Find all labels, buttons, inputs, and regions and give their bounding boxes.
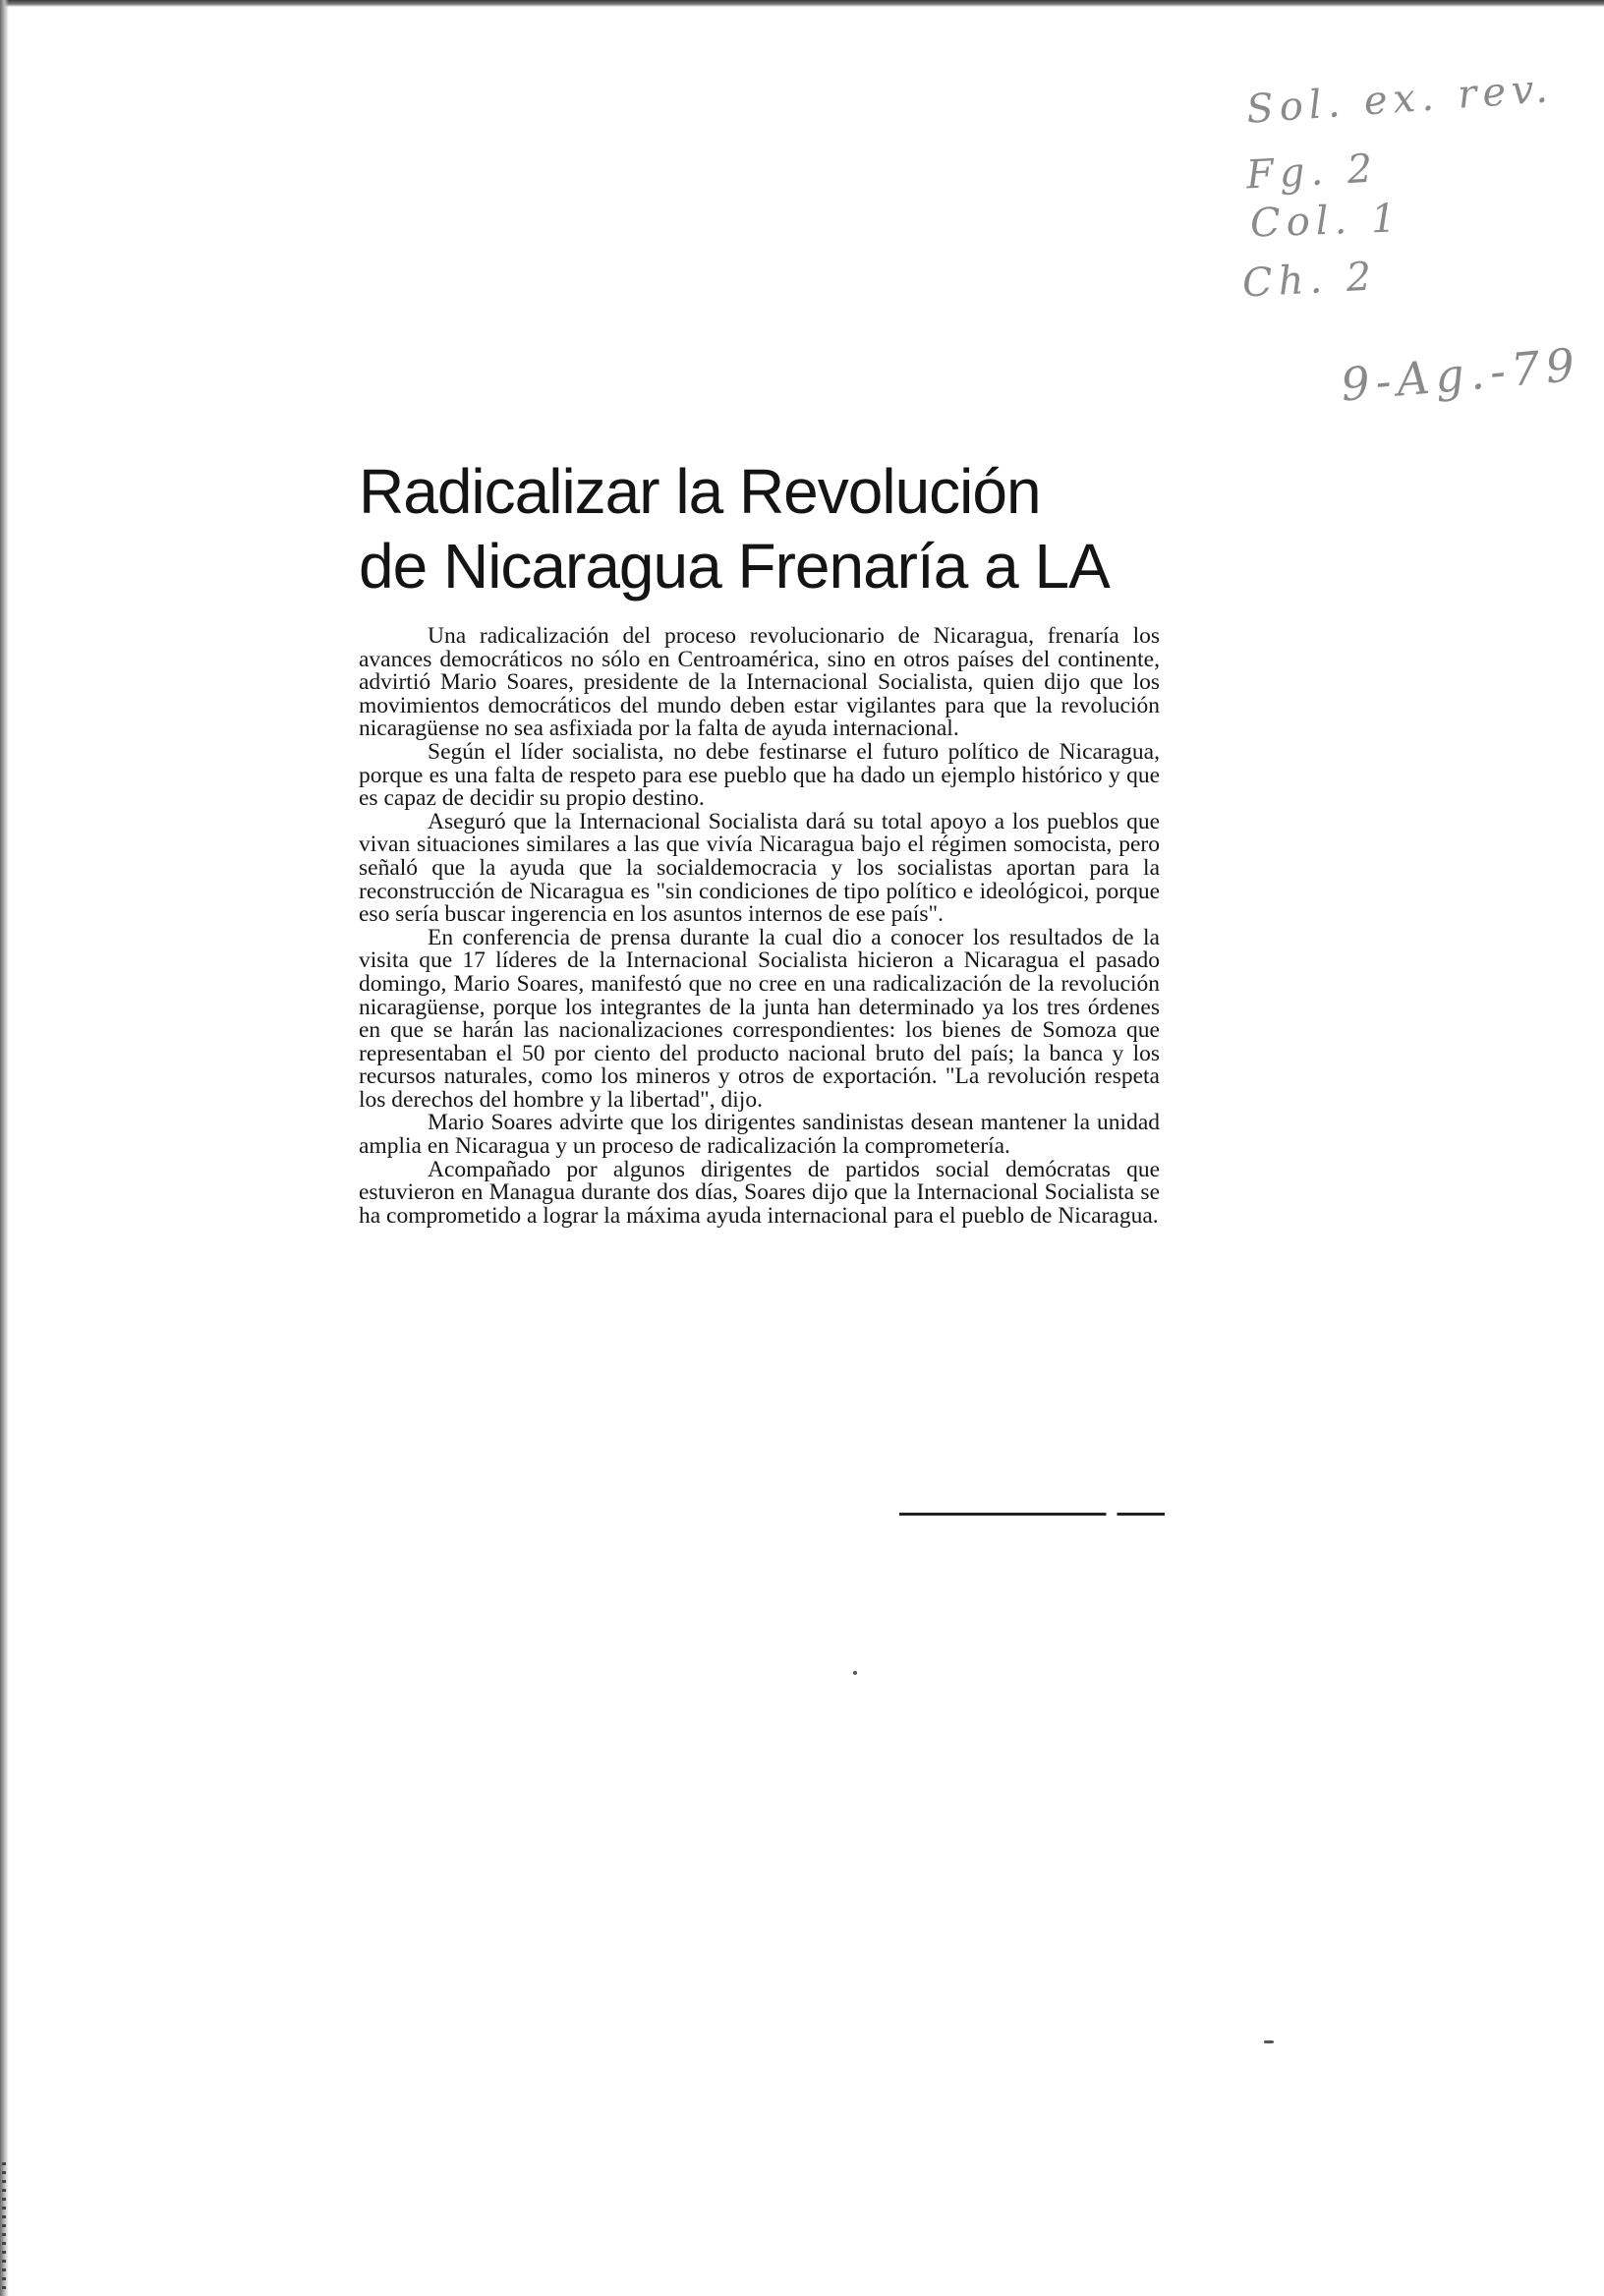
scan-left-edge [0, 0, 9, 2296]
end-rule [899, 1513, 1165, 1516]
paragraph-2: Según el líder socialista, no debe festinarse el futuro político de Nicaragua, porque es una falta de respeto para ese pueblo que ha dado un ejemplo histórico y que es capaz de decidir su propio destino. [359, 738, 1160, 812]
paragraph-1: Una radicalización del proceso revolucionario de Nicaragua, frenaría los avances democráticos no sólo en Centroamérica, sino en otros países del continente, advirtió Mario Soares, presidente de la Internacional Socialista, quien dijo que los movimientos democráticos del mundo deben estar vigilantes para que la revolución nicaragüense no sea asfixiada por la falta de ayuda internacional. [359, 623, 1160, 742]
paragraph-6: Acompañado por algunos dirigentes de partidos social demócratas que estuvieron en Managua durante dos días, Soares dijo que la Internacional Socialista se ha comprometido a lograr la máxima ayuda internacional para el pueblo de Nicaragua. [359, 1156, 1160, 1229]
headline-line-2: de Nicaragua Frenaría a LA [359, 531, 1110, 602]
scan-speck [853, 1671, 857, 1675]
handwritten-date: 9-Ag.-79 [1339, 337, 1583, 412]
paragraph-3: Aseguró que la Internacional Socialista dará su total apoyo a los pueblos que vivan situaciones similares a las que vivía Nicaragua bajo el régimen somocista, pero señaló que la ayuda que la socialdemocracia y los socialistas aportan para la reconstrucción de Nicaragua es "sin condiciones de tipo político e ideológicoi, porque eso sería buscar ingerencia en los asuntos internos de ese país". [359, 808, 1160, 928]
handwritten-note-3: Col. 1 [1249, 196, 1404, 247]
headline [359, 454, 1165, 603]
newspaper-article [359, 454, 1165, 1228]
scan-speck [1264, 2040, 1274, 2043]
scan-left-speck [2, 2162, 6, 2290]
paragraph-5: Mario Soares advirte que los dirigentes sandinistas desean mantener la unidad amplia en Nicaragua y un proceso de radicalización la comprometería. [359, 1110, 1160, 1160]
article-body [359, 625, 1160, 1228]
headline-line-1: Radicalizar la Revolución [359, 456, 1041, 527]
paragraph-4: En conferencia de prensa durante la cual dio a conocer los resultados de la visita que 17 líderes de la Internacional Socialista hicieron a Nicaragua el pasado domingo, Mario Soares, manifestó que no cree en una radicalización de la revolución nicaragüense, porque los integrantes de la junta han determinado ya los tres órdenes en que se harán las nacionalizaciones correspondientes: los bienes de Somoza que representaban el 50 por ciento del producto nacional bruto del país; la banca y los recursos naturales, como los mineros y otros de exportación. "La revolución respeta los derechos del hombre y la libertad", dijo. [359, 924, 1160, 1113]
handwritten-note-2: Fg. 2 [1244, 145, 1380, 199]
handwritten-note-4: Ch. 2 [1240, 254, 1379, 307]
scan-top-edge [0, 0, 1604, 7]
handwritten-note-1: Sol. ex. rev. [1244, 66, 1555, 133]
